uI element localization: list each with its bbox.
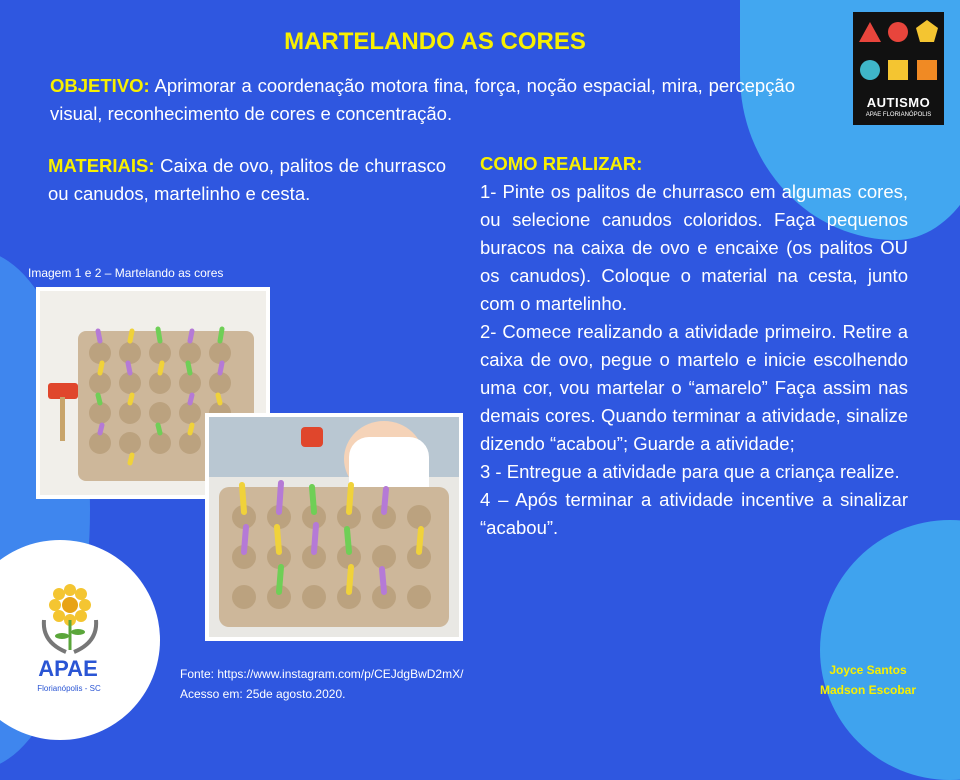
autismo-logo-word: AUTISMO: [866, 95, 931, 110]
how-to-label: COMO REALIZAR:: [480, 153, 643, 174]
autismo-logo-sub: APAE FLORIANÓPOLIS: [865, 112, 932, 118]
autismo-logo: [853, 12, 944, 125]
apae-flower-hands-icon: [38, 580, 102, 656]
how-to-step-4: 4 – Após terminar a atividade incentive a sinalizar “acabou”.: [480, 489, 908, 538]
autismo-shapes-icon: [853, 12, 944, 92]
how-to-step-3: 3 - Entregue a atividade para que a criança realize.: [480, 461, 900, 482]
egg-carton-photo-2: [205, 413, 463, 641]
objective-label: OBJETIVO:: [50, 75, 150, 96]
authors: [808, 660, 928, 700]
how-to-section: [480, 150, 908, 542]
source-access-date: Acesso em: 25de agosto.2020.: [180, 687, 346, 701]
image-caption: Imagem 1 e 2 – Martelando as cores: [28, 266, 224, 280]
apae-logo-sub: Florianópolis - SC: [37, 684, 101, 693]
page-title: MARTELANDO AS CORES: [284, 28, 586, 55]
source-url: Fonte: https://www.instagram.com/p/CEJdgBwD2mX/: [180, 667, 464, 681]
decorative-wave-bottom-right: [820, 520, 960, 780]
apae-logo-word: APAE: [38, 656, 98, 681]
author-2: Madson Escobar: [819, 683, 917, 697]
materials-paragraph: [48, 152, 446, 208]
materials-label: MATERIAIS:: [48, 155, 155, 176]
how-to-step-2: 2- Comece realizando a atividade primeiro. Retire a caixa de ovo, pegue o martelo e inicie escolhendo uma cor, vou martelar o “amarelo” Faça assim nas demais cores. Quando terminar a atividade, sinalize dizendo “acabou”; Guarde a atividade;: [480, 321, 908, 454]
materials-text: Caixa de ovo, palitos de churrasco ou canudos, martelinho e cesta.: [48, 155, 446, 204]
objective-text: Aprimorar a coordenação motora fina, força, noção espacial, mira, percepção visual, reconhecimento de cores e concentração.: [50, 75, 795, 124]
objective-paragraph: [50, 72, 795, 128]
egg-carton-illustration-2: [209, 417, 459, 637]
how-to-step-1: 1- Pinte os palitos de churrasco em algumas cores, ou selecione canudos coloridos. Faça pequenos buracos na caixa de ovo e encaixe (os palitos OU os canudos). Coloque o material na cesta, junto com o martelinho.: [480, 181, 908, 314]
author-1: Joyce Santos: [829, 663, 907, 677]
source-reference: [180, 664, 463, 704]
